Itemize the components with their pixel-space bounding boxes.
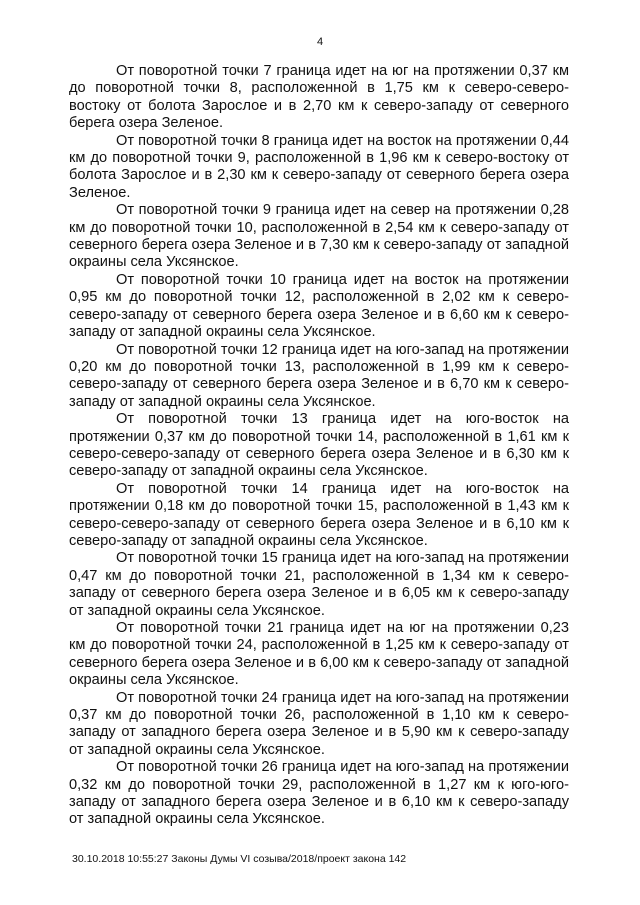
paragraph: От поворотной точки 12 граница идет на юго-запад на протяжении 0,20 км до поворотной точки 13, расположенной в 1,99 км к северо-северо-западу от северного берега озера Зеленое и в 6,70 км к северо-западу от западной окраины села Уксянское. [69,341,569,410]
paragraph: От поворотной точки 10 граница идет на восток на протяжении 0,95 км до поворотной точки 12, расположенной в 2,02 км к северо-северо-западу от северного берега озера Зеленое и в 6,60 км к северо-западу от западной окраины села Уксянское. [69,271,569,341]
paragraph: От поворотной точки 14 граница идет на юго-восток на протяжении 0,18 км до поворотной точки 15, расположенной в 1,43 км к северо-северо-западу от северного берега озера Зеленое и в 6,10 км к северо-западу от западной окраины села Уксянское. [69,480,569,549]
paragraph: От поворотной точки 8 граница идет на восток на протяжении 0,44 км до поворотной точки 9, расположенной в 1,96 км к северо-востоку от болота Зарослое и в 2,30 км к северо-западу от северного берега озера Зеленое. [69,132,569,201]
document-body [69,63,569,829]
paragraph: От поворотной точки 9 граница идет на север на протяжении 0,28 км до поворотной точки 10, расположенной в 2,54 км к северо-западу от северного берега озера Зеленое и в 7,30 км к северо-западу от западной окраины села Уксянское. [69,202,569,271]
paragraph: От поворотной точки 21 граница идет на юг на протяжении 0,23 км до поворотной точки 24, расположенной в 1,25 км к северо-западу от северного берега озера Зеленое и в 6,00 км к северо-западу от западной окраины села Уксянское. [69,620,569,689]
paragraph: От поворотной точки 7 граница идет на юг на протяжении 0,37 км до поворотной точки 8, расположенной в 1,75 км к северо-северо-востоку от болота Зарослое и в 2,70 км к северо-западу от северного берега озера Зеленое. [69,63,569,132]
page-number: 4 [316,36,324,48]
document-footer: 30.10.2018 10:55:27 Законы Думы VI созыва/2018/проект закона 142 [72,853,407,865]
paragraph: От поворотной точки 13 граница идет на юго-восток на протяжении 0,37 км до поворотной точки 14, расположенной в 1,61 км к северо-северо-западу от северного берега озера Зеленое и в 6,30 км к северо-западу от западной окраины села Уксянское. [69,411,569,480]
paragraph: От поворотной точки 26 граница идет на юго-запад на протяжении 0,32 км до поворотной точки 29, расположенной в 1,27 км к юго-юго-западу от западного берега озера Зеленое и в 6,10 км к северо-западу от западной окраины села Уксянское. [69,759,569,828]
paragraph: От поворотной точки 24 граница идет на юго-запад на протяжении 0,37 км до поворотной точки 26, расположенной в 1,10 км к северо-западу от западного берега озера Зеленое и в 5,90 км к северо-западу от западной окраины села Уксянское. [69,689,569,758]
paragraph: От поворотной точки 15 граница идет на юго-запад на протяжении 0,47 км до поворотной точки 21, расположенной в 1,34 км к северо-западу от северного берега озера Зеленое и в 6,05 км к северо-западу от западной окраины села Уксянское. [69,550,569,619]
